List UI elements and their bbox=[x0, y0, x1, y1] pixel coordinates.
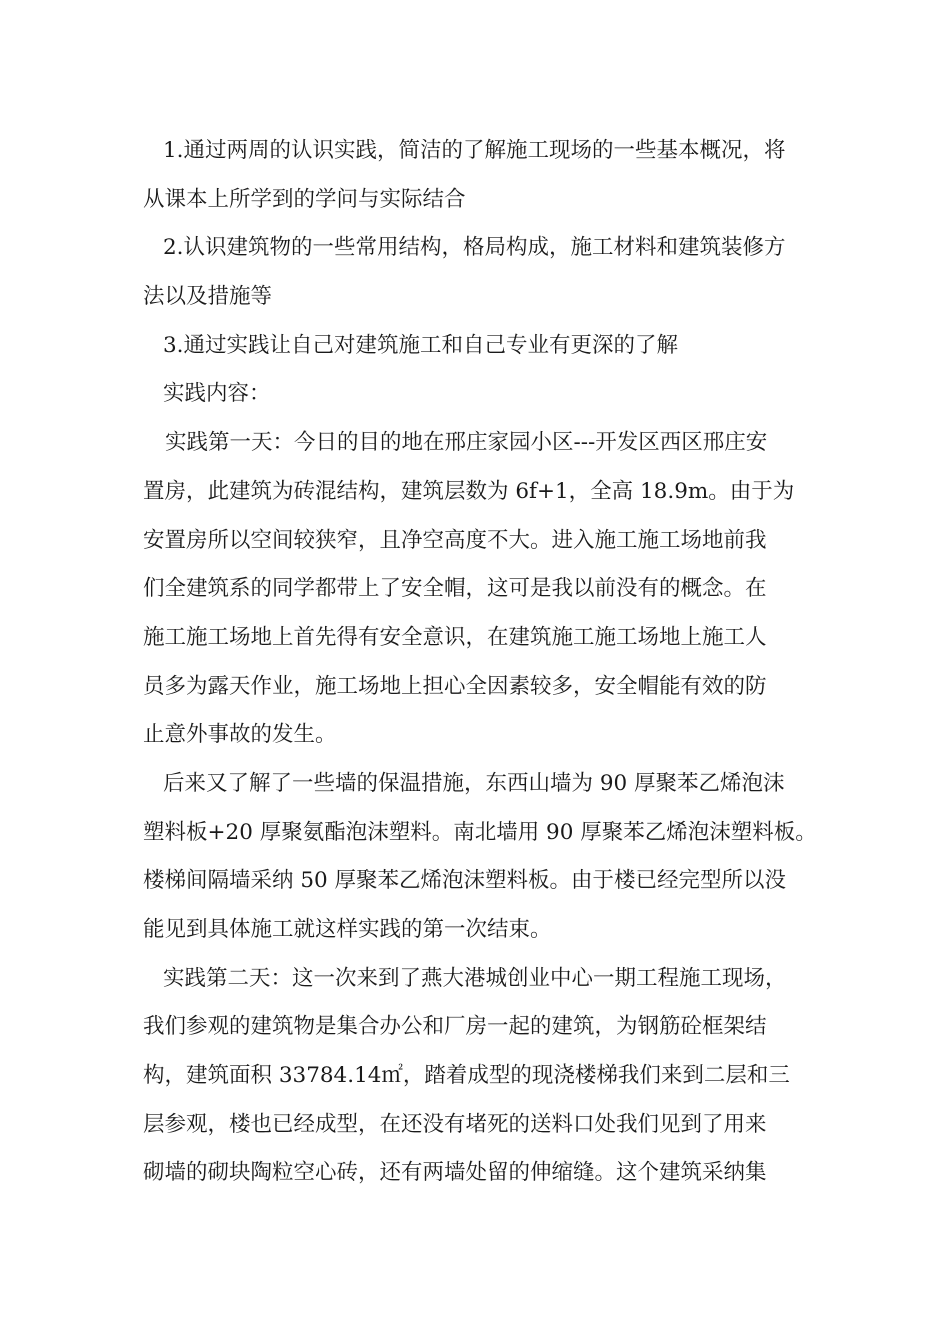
paragraph-line: 能见到具体施工就这样实践的第一次结束。 bbox=[143, 917, 552, 942]
paragraph-line: 3.通过实践让自己对建筑施工和自己专业有更深的了解 bbox=[163, 332, 679, 358]
paragraph-line: 后来又了解了一些墙的保温措施，东西山墙为 90 厚聚苯乙烯泡沫 bbox=[163, 770, 785, 796]
paragraph-line: 1.通过两周的认识实践，简洁的了解施工现场的一些基本概况，将 bbox=[163, 138, 786, 163]
paragraph-line: 员多为露天作业，施工场地上担心全因素较多，安全帽能有效的防 bbox=[143, 673, 767, 699]
paragraph-line: 层参观，楼也已经成型，在还没有堵死的送料口处我们见到了用来 bbox=[143, 1111, 767, 1137]
paragraph-line: 楼梯间隔墙采纳 50 厚聚苯乙烯泡沫塑料板。由于楼已经完型所以没 bbox=[143, 868, 787, 894]
paragraph-line: 实践第一天：今日的目的地在邢庄家园小区---开发区西区邢庄安 bbox=[165, 430, 768, 456]
paragraph-line: 们全建筑系的同学都带上了安全帽，这可是我以前没有的概念。在 bbox=[143, 576, 767, 602]
paragraph-line: 砌墙的砌块陶粒空心砖，还有两墙处留的伸缩缝。这个建筑采纳集 bbox=[143, 1160, 767, 1186]
paragraph-line: 安置房所以空间较狭窄，且净空高度不大。进入施工施工场地前我 bbox=[143, 527, 767, 553]
document-body bbox=[143, 127, 823, 1198]
section-heading: 实践内容： bbox=[163, 381, 271, 407]
paragraph-line: 法以及措施等 bbox=[143, 284, 273, 310]
paragraph-line: 我们参观的建筑物是集合办公和厂房一起的建筑，为钢筋砼框架结 bbox=[143, 1014, 767, 1040]
paragraph-line: 从课本上所学到的学问与实际结合 bbox=[143, 186, 466, 212]
paragraph-line: 施工施工场地上首先得有安全意识，在建筑施工施工场地上施工人 bbox=[143, 624, 767, 650]
paragraph-line: 实践第二天：这一次来到了燕大港城创业中心一期工程施工现场， bbox=[163, 965, 787, 991]
paragraph-line: 止意外事故的发生。 bbox=[143, 722, 337, 748]
paragraph-line: 2.认识建筑物的一些常用结构，格局构成，施工材料和建筑装修方 bbox=[163, 235, 786, 261]
paragraph-line: 塑料板+20 厚聚氨酯泡沫塑料。南北墙用 90 厚聚苯乙烯泡沫塑料板。 bbox=[143, 819, 817, 845]
paragraph-line: 置房，此建筑为砖混结构，建筑层数为 6f+1，全高 18.9m。由于为 bbox=[143, 478, 795, 504]
paragraph-line: 构，建筑面积 33784.14㎡，踏着成型的现浇楼梯我们来到二层和三 bbox=[143, 1063, 790, 1089]
